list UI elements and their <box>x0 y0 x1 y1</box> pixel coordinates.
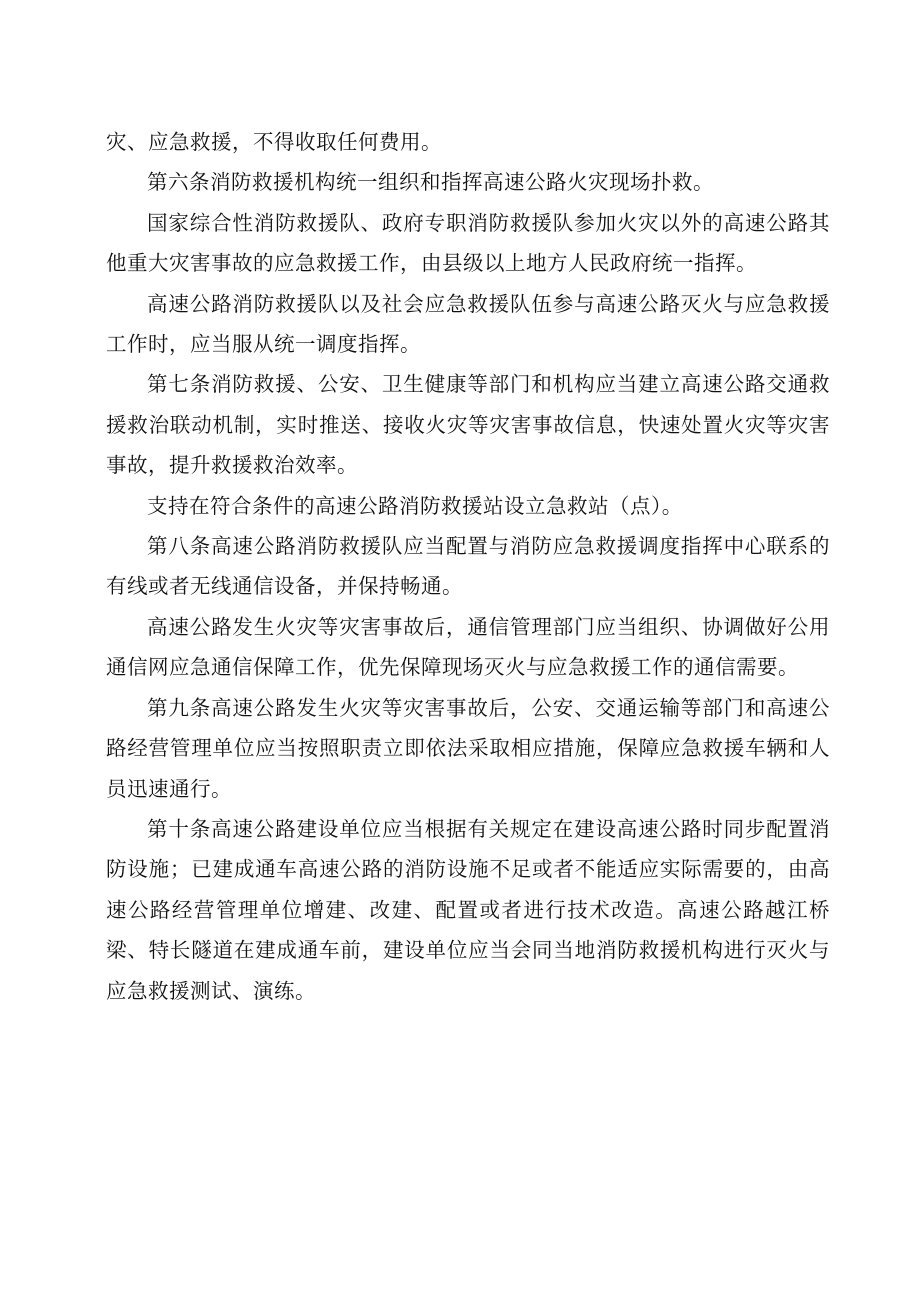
paragraph-first-aid-station: 支持在符合条件的高速公路消防救援站设立急救站（点）。 <box>147 493 683 518</box>
paragraph-continuation: 灾、应急救援，不得收取任何费用。 <box>106 130 442 154</box>
paragraph-article-9: 第九条高速公路发生火灾等灾害事故后，公安、交通运输等部门和高速公路经营管理单位应当按照职责立即依法采取相应措施，保障应急救援车辆和人员迅速通行。 <box>106 695 830 801</box>
paragraph-article-8: 第八条高速公路消防救援队应当配置与消防应急救援调度指挥中心联系的有线或者无线通信设备，并保持畅通。 <box>106 534 830 599</box>
paragraph-rescue-teams: 国家综合性消防救援队、政府专职消防救援队参加火灾以外的高速公路其他重大灾害事故的应急救援工作，由县级以上地方人民政府统一指挥。 <box>106 210 830 276</box>
paragraph-communications: 高速公路发生火灾等灾害事故后，通信管理部门应当组织、协调做好公用通信网应急通信保障工作，优先保障现场灭火与应急救援工作的通信需要。 <box>106 614 830 680</box>
document-page <box>106 122 830 1011</box>
paragraph-article-7: 第七条消防救援、公安、卫生健康等部门和机构应当建立高速公路交通救援救治联动机制，实时推送、接收火灾等灾害事故信息，快速处置火灾等灾害事故，提升救援救治效率。 <box>106 372 830 478</box>
paragraph-article-10: 第十条高速公路建设单位应当根据有关规定在建设高速公路时同步配置消防设施；已建成通车高速公路的消防设施不足或者不能适应实际需要的，由高速公路经营管理单位增建、改建、配置或者进行技术改造。高速公路越江桥梁、特长隧道在建成通车前，建设单位应当会同当地消防救援机构进行灭火与应急救援测试、演练。 <box>106 816 830 1003</box>
paragraph-article-6: 第六条消防救援机构统一组织和指挥高速公路火灾现场扑救。 <box>147 170 714 195</box>
paragraph-highway-rescue: 高速公路消防救援队以及社会应急救援队伍参与高速公路灭火与应急救援工作时，应当服从统一调度指挥。 <box>106 291 830 357</box>
